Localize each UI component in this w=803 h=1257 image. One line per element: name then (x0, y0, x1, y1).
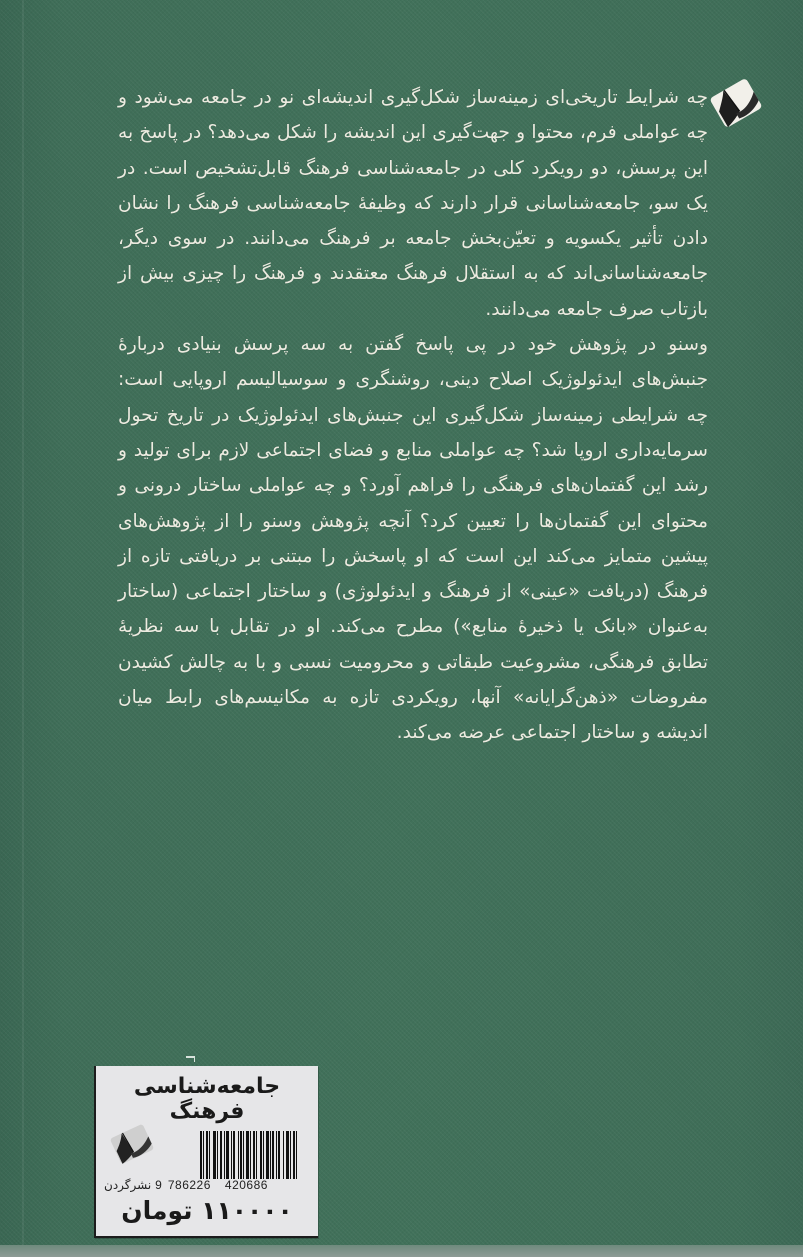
bottom-edge (0, 1245, 803, 1257)
publisher-logo-icon (705, 72, 767, 134)
isbn-group-2: 420686 (224, 1178, 268, 1192)
publisher-name: نشرگردن (104, 1178, 152, 1192)
barcode-icon (200, 1131, 308, 1179)
isbn-lead-digit: 9 (155, 1178, 162, 1192)
back-cover-blurb (118, 80, 708, 751)
blurb-paragraph-2: وسنو در پژوهش خود در پی پاسخ گفتن به سه پرسش بنیادی دربارهٔ جنبش‌های ایدئولوژیک اصلاح دینی، روشنگری و سوسیالیسم اروپایی است: چه شرایطی زمینه‌ساز شکل‌گیری این جنبش‌های ایدئولوژیک در تاریخ تحول سرمایه‌داری اروپا شد؟ چه عواملی منابع و فضای اجتماعی لازم برای تولید و رشد این گفتمان‌های فرهنگی را فراهم آورد؟ و چه عواملی ساختار درونی و محتوای این گفتمان‌ها را تعیین کرد؟ آنچه پژوهش وسنو را از پژوهش‌های پیشین متمایز می‌کند این است که او پاسخش را مبتنی بر دریافتی تازه از فرهنگ (دریافت «عینی» از فرهنگ و ایدئولوژی) و ساختار اجتماعی (ساختار به‌عنوان «بانک یا ذخیرهٔ منابع») مطرح می‌کند. او در تقابل با سه نظریهٔ تطابق فرهنگی، مشروعیت طبقاتی و محرومیت نسبی و با به چالش کشیدن مفروضات «ذهن‌گرایانه» آنها، رویکردی تازه به مکانیسم‌های رابط میان اندیشه و ساختار اجتماعی عرضه می‌کند. (118, 334, 708, 744)
price-label: ۱۱۰۰۰۰ تومان (121, 1196, 293, 1225)
isbn-group-1: 786226 (167, 1178, 211, 1192)
isbn-row (104, 1178, 310, 1192)
price-sticker (94, 1066, 318, 1238)
spine-edge (22, 0, 24, 1257)
sticker-book-title: جامعه‌شناسی فرهنگ (133, 1074, 281, 1124)
sticker-corner-mark (186, 1056, 195, 1062)
publisher-gardan-logo-icon (106, 1118, 158, 1170)
blurb-paragraph-1: چه شرایط تاریخی‌ای زمینه‌ساز شکل‌گیری اندیشه‌ای نو در جامعه می‌شود و چه عواملی فرم، محتوا و جهت‌گیری این اندیشه را شکل می‌دهد؟ در پاسخ به این پرسش، دو رویکرد کلی در جامعه‌شناسی فرهنگ قابل‌تشخیص است. در یک سو، جامعه‌شناسانی قرار دارند که وظیفهٔ جامعه‌شناسی فرهنگ را نشان دادن تأثیر یکسویه و تعیّن‌بخش جامعه بر فرهنگ می‌دانند. در سوی دیگر، جامعه‌شناسانی‌اند که به استقلال فرهنگ معتقدند و فرهنگ را چیزی بیش از بازتاب صرف جامعه می‌دانند. (118, 87, 708, 320)
